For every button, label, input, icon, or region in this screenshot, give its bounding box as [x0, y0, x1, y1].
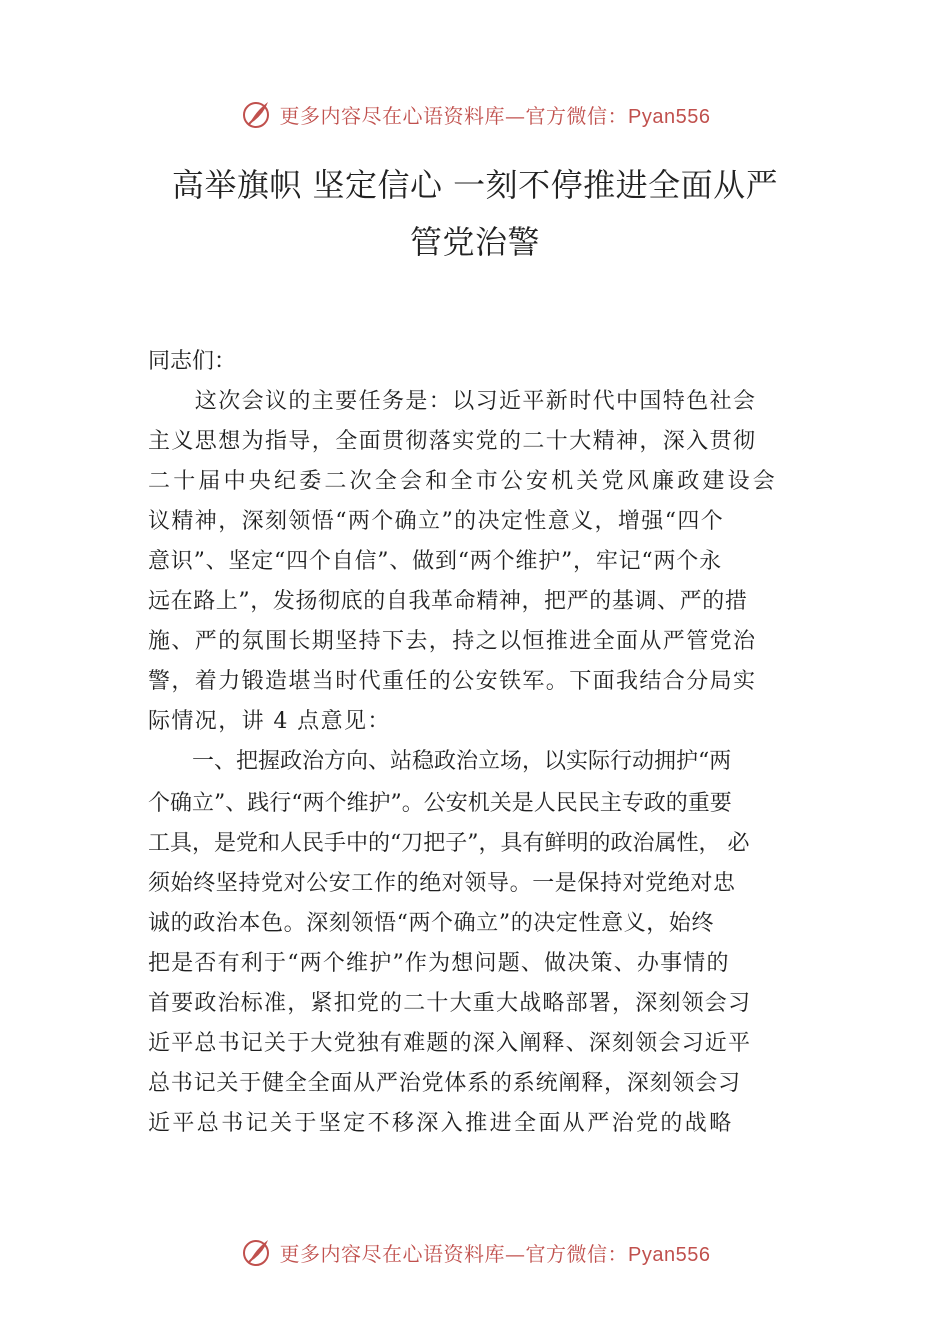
paragraph-2-line: 近平总书记关于大党独有难题的深入阐释、深刻领会习近平: [148, 1031, 752, 1056]
watermark-text: 更多内容尽在心语资料库—官方微信：Pyan556: [279, 103, 711, 128]
watermark-account: Pyan556: [628, 1243, 711, 1266]
paragraph-1-line: 议精神，深刻领悟“两个确立”的决定性意义，增强“四个: [148, 509, 725, 534]
header-watermark: [0, 92, 950, 136]
paragraph-2-line: 工具，是党和人民手中的“刀把子”，具有鲜明的政治属性， 必: [148, 831, 750, 856]
footer-watermark: [0, 1230, 950, 1274]
paragraph-2-line: 把是否有利于“两个维护”作为想问题、做决策、办事情的: [148, 951, 730, 976]
watermark-account: Pyan556: [628, 105, 711, 128]
paragraph-1-line: 施、严的氛围长期坚持下去，持之以恒推进全面从严管党治: [148, 629, 757, 654]
paragraph-2-line: 首要政治标准，紧扣党的二十大重大战略部署，深刻领会习: [148, 991, 752, 1016]
paragraph-1-line: 远在路上”，发扬彻底的自我革命精神，把严的基调、严的措: [148, 589, 748, 614]
paragraph-2-line: 近平总书记关于坚定不移深入推进全面从严治党的战略: [148, 1111, 734, 1136]
quill-pen-logo-icon: [240, 97, 274, 131]
salutation: 同志们：: [148, 349, 237, 374]
watermark-text: 更多内容尽在心语资料库—官方微信：Pyan556: [279, 1241, 711, 1266]
paragraph-1-line: 这次会议的主要任务是：以习近平新时代中国特色社会: [148, 389, 757, 414]
paragraph-1-line: 意识”、坚定“四个自信”、做到“两个维护”，牢记“两个永: [148, 549, 722, 574]
paragraph-2-line: 总书记关于健全全面从严治党体系的系统阐释，深刻领会习: [148, 1071, 741, 1096]
paragraph-1-line: 警，着力锻造堪当时代重任的公安铁军。下面我结合分局实: [148, 669, 757, 694]
paragraph-2-line: 一、把握政治方向、站稳政治立场，以实际行动拥护“两: [148, 749, 732, 774]
paragraph-1-line: 二十届中央纪委二次全会和全市公安机关党风廉政建设会: [148, 469, 779, 494]
paragraph-1-line: 主义思想为指导，全面贯彻落实党的二十大精神，深入贯彻: [148, 429, 757, 454]
document-title-line-1: 高举旗帜 坚定信心 一刻不停推进全面从严: [171, 166, 779, 204]
paragraph-2-line: 个确立”、践行“两个维护”。公安机关是人民民主专政的重要: [148, 791, 732, 816]
paragraph-2-line: 须始终坚持党对公安工作的绝对领导。一是保持对党绝对忠: [148, 871, 736, 896]
paragraph-1-line: 际情况，讲 4 点意见：: [148, 709, 391, 734]
paragraph-2-line: 诚的政治本色。深刻领悟“两个确立”的决定性意义，始终: [148, 911, 715, 936]
quill-pen-logo-icon: [240, 1235, 274, 1269]
document-title-line-2: 管党治警: [409, 223, 540, 261]
